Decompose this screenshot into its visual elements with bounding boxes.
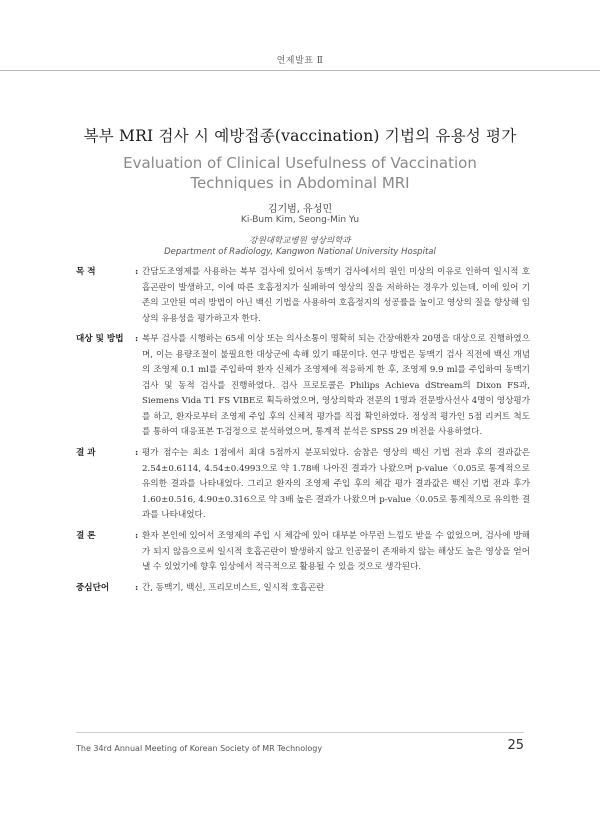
section-objective	[76, 265, 530, 327]
header-divider	[0, 70, 600, 71]
label-colon: :	[135, 448, 139, 458]
footer-divider	[76, 732, 524, 733]
affiliation-english: Department of Radiology, Kangwon National University Hospital	[164, 247, 436, 257]
section-label: 결 론	[76, 531, 96, 541]
title-korean: 복부 MRI 검사 시 예방접종(vaccination) 기법의 유용성 평가	[83, 127, 517, 145]
section-label: 중심단어	[76, 583, 110, 593]
label-colon: :	[135, 531, 139, 541]
section-text: 환자 본인에 있어서 조영제의 주입 시 체감에 있어 대부분 아무런 느낌도 받을 수 없었으며, 검사에 방해가 되지 않음으로써 일시적 호흡곤란이 발생하지 않고 인공물이 존재하지 않는 해상도 높은 영상을 얻어낼 수 있었기에 향후 임상에서 적극적으로 활용될 수 있을 것으로 생각된다.	[142, 531, 530, 572]
section-label: 목 적	[76, 267, 96, 277]
footer-meeting: The 34rd Annual Meeting of Korean Society of MR Technology	[76, 744, 323, 753]
label-colon: :	[135, 334, 139, 344]
section-results	[76, 446, 530, 524]
authors-korean: 김기범, 유성민	[267, 204, 333, 215]
section-text: 간담도조영제를 사용하는 복부 검사에 있어서 동맥기 검사에서의 원인 미상의 이유로 인하여 일시적 호흡곤란이 발생하고, 이에 따른 호흡정지가 실패하여 영상의 질을 저하하는 경우가 있는데, 이에 있어 기존의 고안된 여러 방법이 아닌 백신 기법을 사용하여 호흡정지의 성공률을 높이고 영상의 질을 향상해 임상의 유용성을 평가하고자 한다.	[142, 267, 530, 324]
title-english: Evaluation of Clinical Usefulness of Vaccination Techniques in Abdominal MRI	[123, 154, 477, 192]
label-colon: :	[135, 267, 139, 277]
section-text: 복부 검사를 시행하는 65세 이상 또는 의사소통이 명확히 되는 간장애환자 20명을 대상으로 진행하였으며, 이는 용량조절이 불필요한 대상군에 속해 있기 때문이다. 연구 방법은 동맥기 검사 직전에 백신 개념의 조영제 0.1 ml를 주입하여 환자 신체가 조영제에 적응하게 한 후, 조영제 9.9 ml를 주입하여 동맥기 검사 및 동적 검사를 진행하였다. 검사 프로토콜은 Philips Achieva dStream의 Dixon FS과, Siemens Vida T1 FS VIBE로 획득하였으며, 영상의학과 전문의 1명과 전문방사선사 4명이 영상평가를 하고, 환자로부터 조영제 주입 후의 신체적 평가를 직접 확인하였다. 정성적 평가인 5점 리커트 척도를 통하여 대응표본 T-검정으로 분석하였으며, 통계적 분석은 SPSS 29 버전을 사용하였다.	[142, 334, 530, 437]
page-number: 25	[507, 738, 524, 753]
section-keywords	[76, 581, 530, 597]
running-header: 연제발표 Ⅱ	[276, 56, 324, 66]
keywords-text: 간, 동맥기, 백신, 프리모비스트, 일시적 호흡곤란	[142, 583, 325, 593]
authors-english: Ki-Bum Kim, Seong-Min Yu	[240, 215, 360, 225]
label-colon: :	[135, 583, 139, 593]
section-label: 결 과	[76, 448, 96, 458]
section-conclusion-body	[76, 529, 530, 576]
section-methods	[76, 332, 530, 441]
section-label: 대상 및 방법	[76, 334, 124, 344]
section-text: 평가 점수는 최소 1점에서 최대 5점까지 분포되었다. 숨참은 영상의 백신 기법 전과 후의 결과값은 2.54±0.6114, 4.54±0.4993으로 약 1.78배 나아진 결과가 나왔으며 p-value〈0.05로 통계적으로 유의한 결과를 나타내었다. 그리고 환자의 조영제 주입 후의 체감 평가 결과값은 백신 기법 전과 후가 1.60±0.516, 4.90±0.316으로 약 3배 높은 결과가 나왔으며 p-value〈0.05로 통계적으로 유의한 결과를 나타내었다.	[142, 448, 530, 520]
affiliation-korean: 강원대학교병원 영상의학과	[249, 236, 351, 246]
